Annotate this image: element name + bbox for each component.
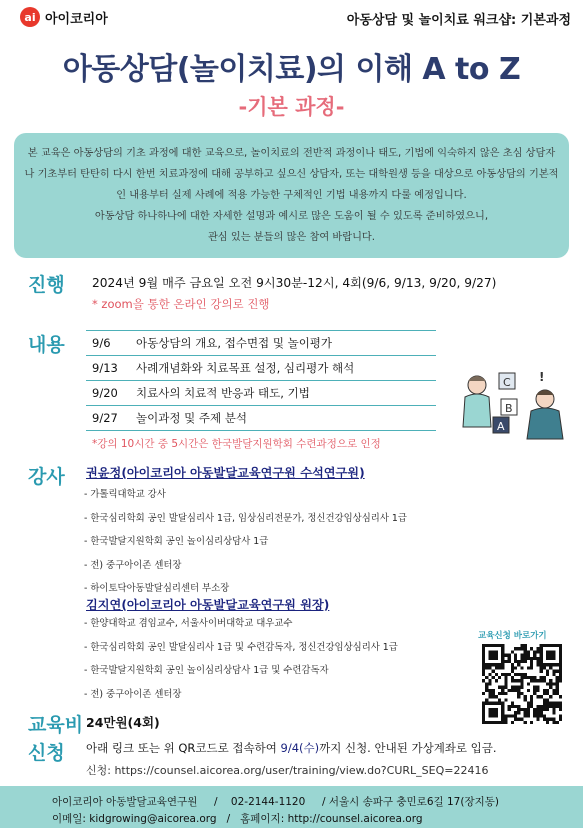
- content-row: [86, 355, 436, 380]
- credential-item: - 한국심리학회 공인 발달심리사 1급 및 수련감독자, 정신건강임상심리사 1급: [84, 641, 398, 653]
- fee-label: 교육비: [28, 714, 84, 736]
- content-date: 9/6: [92, 336, 111, 350]
- page-subtitle: -기본 과정-: [238, 95, 345, 119]
- intro-paragraph: 본 교육은 아동상담의 기초 과정에 대한 교육으로, 놀이치료의 전반적 과정이나 태도, 기법에 익숙하지 않은 초심 상담자나 기초부터 탄탄히 다시 한번 치료과정에 대해 공부하고 싶으신 상담자, 또는 대학원생 등을 대상으로 아동상담의 기본적인 내용부터 실제 사례에 적용 가능한 구체적인 기법 내용까지 다룰 예정입니다.: [24, 148, 559, 201]
- svg-text:B: B: [505, 402, 513, 415]
- instructor-credentials: [84, 616, 398, 710]
- apply-text: 까지 신청. 안내된 가상계좌로 입금.: [319, 741, 497, 755]
- qr-label: 교육신청 바로가기: [478, 631, 547, 641]
- header: [0, 0, 583, 36]
- schedule-note: * zoom을 통한 온라인 강의로 진행: [92, 297, 270, 311]
- fee-value: 24만원(4회): [86, 715, 160, 730]
- svg-text:A: A: [497, 420, 505, 433]
- content-date: 9/20: [92, 386, 118, 400]
- svg-text:!: !: [539, 370, 545, 384]
- logo: [20, 7, 108, 27]
- footer-contact: 아이코리아 아동발달교육연구원 / 02-2144-1120 / 서울시 송파구 충민로6길 17(장지동): [52, 796, 499, 808]
- schedule-label: 진행: [28, 274, 65, 296]
- credential-item: - 한국발달지원학회 공인 놀이심리상담사 1급 및 수련감독자: [84, 665, 329, 676]
- apply-deadline: 9/4(수): [280, 741, 320, 755]
- footer-links[interactable]: 이메일: kidgrowing@aicorea.org / 홈페이지: http://counsel.aicorea.org: [52, 813, 423, 825]
- instructor-label: 강사: [28, 466, 65, 488]
- instructor-credentials: [84, 487, 407, 605]
- logo-text: 아이코리아: [45, 11, 108, 27]
- content-topic: 아동상담의 개요, 접수면접 및 놀이평가: [136, 336, 333, 350]
- content-row: [86, 405, 436, 431]
- workshop-title: 아동상담 및 놀이치료 워크샵: 기본과정: [346, 13, 571, 28]
- kids-playing-illustration: [455, 365, 575, 445]
- apply-text: 아래 링크 또는 위 QR코드로 접속하여: [86, 741, 281, 755]
- credential-item: - 한국발달지원학회 공인 놀이심리상담사 1급: [84, 536, 269, 547]
- credential-item: - 가톨릭대학교 강사: [84, 489, 166, 500]
- content-row: [86, 380, 436, 405]
- svg-text:C: C: [503, 376, 511, 389]
- instructor-name: 권윤정(아이코리아 아동발달교육연구원 수석연구원): [86, 466, 365, 480]
- credential-item: - 전) 중구아이존 센터장: [84, 559, 182, 571]
- instructor-name: 김지연(아이코리아 아동발달교육연구원 원장): [86, 598, 330, 612]
- qr-code[interactable]: [482, 644, 562, 724]
- content-table: [86, 330, 436, 431]
- intro-box: [14, 133, 569, 258]
- intro-paragraph: 아동상담 하나하나에 대한 자세한 설명과 예시로 많은 도움이 될 수 있도록 준비하였으니,: [94, 211, 489, 222]
- page-title: 아동상담(놀이치료)의 이해 A to Z: [62, 52, 521, 87]
- apply-url-link[interactable]: 신청: https://counsel.aicorea.org/user/training/view.do?CURL_SEQ=22416: [86, 764, 489, 777]
- content-topic: 치료사의 치료적 반응과 태도, 기법: [136, 386, 310, 400]
- content-date: 9/27: [92, 411, 118, 425]
- credit-note: *강의 10시간 중 5시간은 한국발달지원학회 수련과정으로 인정: [92, 438, 381, 450]
- credential-item: - 전) 중구아이존 센터장: [84, 688, 182, 700]
- content-topic: 사례개념화와 치료목표 설정, 심리평가 해석: [136, 361, 355, 375]
- logo-mark: ai: [20, 7, 40, 27]
- content-row: [86, 330, 436, 355]
- credential-item: - 한양대학교 겸임교수, 서울사이버대학교 대우교수: [84, 618, 293, 629]
- intro-paragraph: 관심 있는 분들의 많은 참여 바랍니다.: [207, 232, 376, 243]
- apply-label: 신청: [28, 742, 65, 764]
- apply-instructions: [86, 740, 497, 756]
- footer: [0, 786, 583, 828]
- credential-item: - 한국심리학회 공인 발달심리사 1급, 임상심리전문가, 정신건강임상심리사 1급: [84, 512, 407, 524]
- content-label: 내용: [28, 334, 65, 356]
- credential-item: - 하이토닥아동발달심리센터 부소장: [84, 583, 230, 594]
- schedule-text: 2024년 9월 매주 금요일 오전 9시30분-12시, 4회(9/6, 9/13, 9/20, 9/27): [92, 276, 497, 290]
- content-topic: 놀이과정 및 주제 분석: [136, 411, 247, 425]
- content-date: 9/13: [92, 361, 118, 375]
